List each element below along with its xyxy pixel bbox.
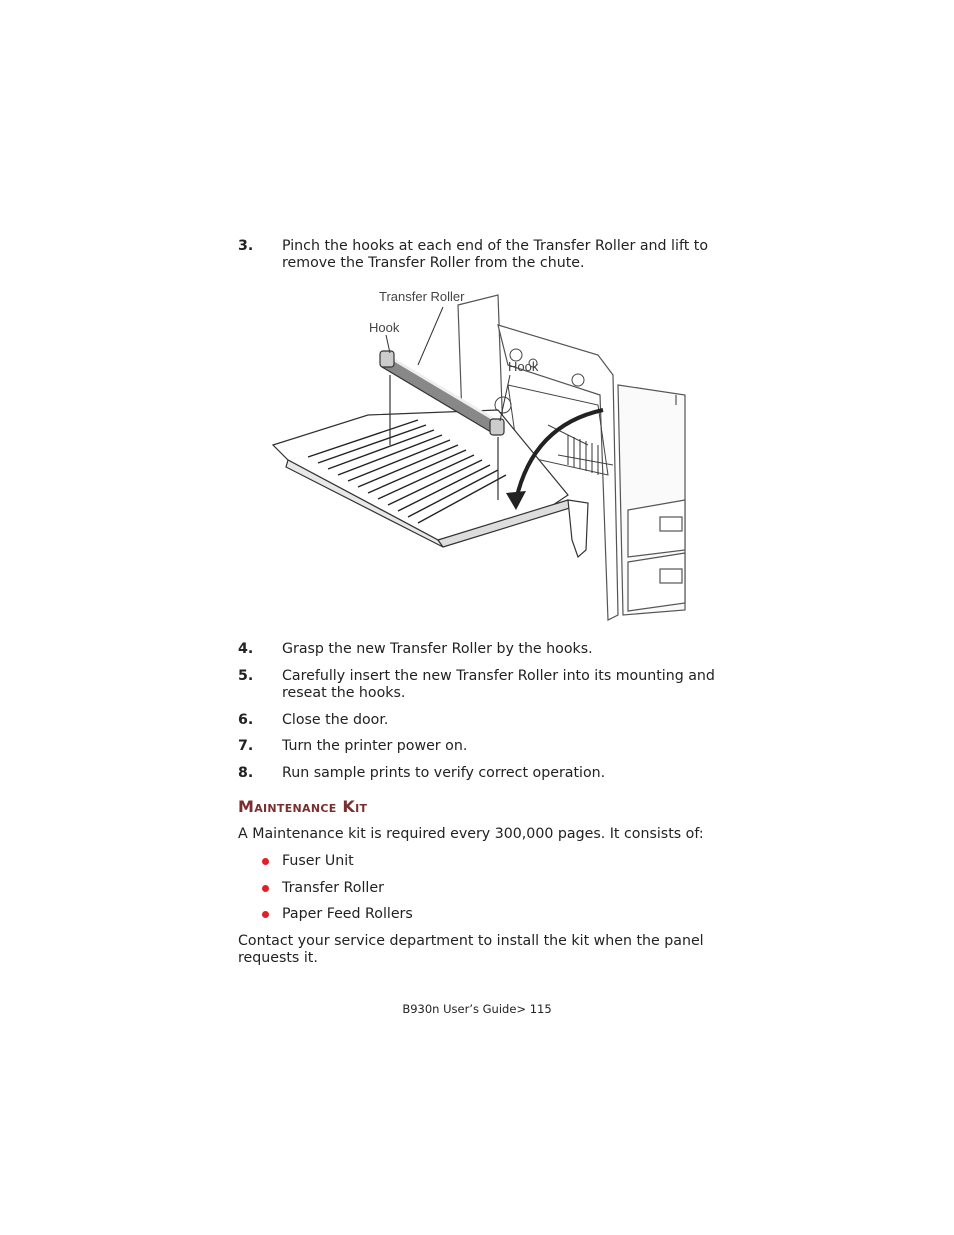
section-intro: A Maintenance kit is required every 300,000 pages. It consists of:: [238, 826, 704, 842]
step-number: 5.: [238, 668, 254, 684]
section-outro: Contact your service department to install the kit when the panel requests it.: [238, 933, 704, 966]
callout-hook-left: Hook: [369, 320, 400, 335]
step-text: Grasp the new Transfer Roller by the hooks.: [282, 641, 593, 657]
callout-transfer-roller: Transfer Roller: [379, 289, 465, 304]
list-item-label: Transfer Roller: [282, 880, 384, 896]
step-text: Close the door.: [282, 712, 389, 728]
step-text: Carefully insert the new Transfer Roller into its mounting and reseat the hooks.: [282, 668, 715, 701]
step-4: [238, 641, 738, 658]
step-6: [238, 712, 738, 729]
step-3: [238, 238, 738, 272]
section-heading: Maintenance Kit: [238, 797, 368, 816]
list-item-label: Fuser Unit: [282, 853, 354, 869]
page-footer: B930n User’s Guide> 115: [402, 1002, 552, 1016]
step-5: [238, 668, 738, 702]
transfer-roller-illustration: [268, 285, 688, 621]
bullet-icon: [262, 885, 269, 892]
step-number: 6.: [238, 712, 254, 728]
step-7: [238, 738, 738, 755]
callout-hook-right: Hook: [508, 359, 539, 374]
bullet-icon: [262, 858, 269, 865]
list-item-label: Paper Feed Rollers: [282, 906, 413, 922]
step-number: 3.: [238, 238, 254, 254]
step-number: 7.: [238, 738, 254, 754]
step-8: [238, 765, 738, 782]
step-text: Run sample prints to verify correct operation.: [282, 765, 606, 781]
bullet-icon: [262, 911, 269, 918]
step-number: 8.: [238, 765, 254, 781]
step-text: Turn the printer power on.: [282, 738, 468, 754]
step-number: 4.: [238, 641, 254, 657]
step-text: Pinch the hooks at each end of the Transfer Roller and lift to remove the Transfer Roller from the chute.: [282, 238, 709, 271]
